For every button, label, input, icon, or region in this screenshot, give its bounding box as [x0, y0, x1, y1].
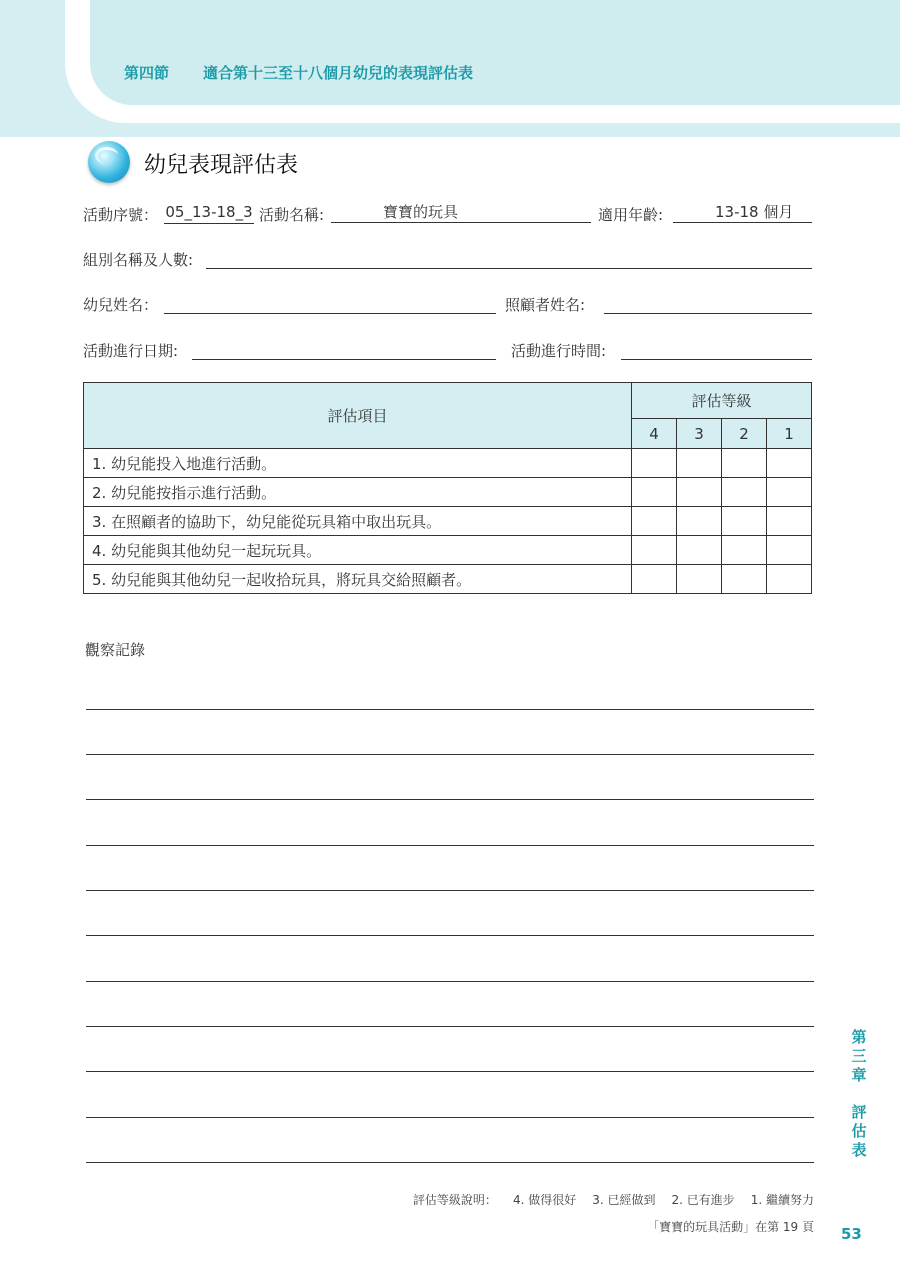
- page-number: 53: [841, 1225, 862, 1243]
- grade-cell[interactable]: [767, 449, 812, 478]
- legend-item: 4. 做得很好: [512, 1193, 577, 1207]
- table-row: [84, 449, 812, 478]
- time-field[interactable]: [621, 339, 812, 360]
- page-reference: 「寶寶的玩具活動」在第 19 頁: [647, 1220, 814, 1234]
- grade-2-header: 2: [722, 419, 767, 449]
- observation-title: 觀察記錄: [85, 641, 146, 659]
- date-label: 活動進行日期:: [83, 342, 179, 360]
- section-title: 適合第十三至十八個月幼兒的表現評估表: [203, 64, 474, 82]
- grade-3-header: 3: [677, 419, 722, 449]
- table-row: [84, 565, 812, 594]
- writing-line[interactable]: [86, 1026, 814, 1027]
- writing-line[interactable]: [86, 981, 814, 982]
- item-text: 5. 幼兒能與其他幼兒一起收拾玩具，將玩具交給照顧者。: [84, 565, 632, 594]
- grade-cell[interactable]: [767, 536, 812, 565]
- grade-cell[interactable]: [677, 449, 722, 478]
- section-number: 第四節: [124, 64, 170, 82]
- writing-line[interactable]: [86, 1117, 814, 1118]
- writing-line[interactable]: [86, 709, 814, 710]
- label-char: 評: [851, 1103, 867, 1121]
- grade-cell[interactable]: [632, 478, 677, 507]
- time-label: 活動進行時間:: [511, 342, 607, 360]
- legend-item: 1. 繼續努力: [750, 1193, 814, 1207]
- group-field[interactable]: [206, 248, 812, 269]
- grade-cell[interactable]: [632, 536, 677, 565]
- grade-cell[interactable]: [722, 507, 767, 536]
- grade-legend: [413, 1191, 814, 1208]
- writing-line[interactable]: [86, 1162, 814, 1163]
- grade-cell[interactable]: [677, 536, 722, 565]
- item-text: 1. 幼兒能投入地進行活動。: [84, 449, 632, 478]
- chapter-char: 三: [851, 1047, 867, 1065]
- legend-item: 3. 已經做到: [592, 1193, 656, 1207]
- label-char: 估: [851, 1122, 867, 1140]
- header-tab: [90, 0, 900, 105]
- grade-cell[interactable]: [722, 536, 767, 565]
- legend-item: 2. 已有進步: [671, 1193, 735, 1207]
- table-row: [84, 507, 812, 536]
- serial-field[interactable]: 05_13-18_3: [164, 203, 254, 224]
- writing-line[interactable]: [86, 799, 814, 800]
- page-title: 幼兒表現評估表: [144, 153, 299, 178]
- item-text: 3. 在照顧者的協助下，幼兒能從玩具箱中取出玩具。: [84, 507, 632, 536]
- item-text: 4. 幼兒能與其他幼兒一起玩玩具。: [84, 536, 632, 565]
- writing-line[interactable]: [86, 1071, 814, 1072]
- table-row: [84, 478, 812, 507]
- table-row: [84, 536, 812, 565]
- writing-line[interactable]: [86, 754, 814, 755]
- grade-cell[interactable]: [722, 449, 767, 478]
- grade-cell[interactable]: [677, 565, 722, 594]
- item-header: 評估項目: [84, 383, 632, 449]
- child-name-field[interactable]: [164, 293, 496, 314]
- legend-title: 評估等級說明：: [412, 1193, 497, 1207]
- label-char: 表: [851, 1141, 867, 1159]
- grade-cell[interactable]: [632, 507, 677, 536]
- age-field[interactable]: 13-18 個月: [673, 203, 812, 223]
- serial-label: 活動序號：: [83, 206, 159, 224]
- grade-cell[interactable]: [767, 507, 812, 536]
- grade-cell[interactable]: [677, 507, 722, 536]
- grade-4-header: 4: [632, 419, 677, 449]
- grade-header: 評估等級: [632, 383, 812, 419]
- bullet-ball-icon: [88, 141, 130, 183]
- chapter-char: 章: [851, 1066, 867, 1084]
- grade-cell[interactable]: [722, 565, 767, 594]
- chapter-side-tab: [849, 1028, 869, 1160]
- grade-cell[interactable]: [767, 478, 812, 507]
- grade-cell[interactable]: [632, 565, 677, 594]
- writing-line[interactable]: [86, 935, 814, 936]
- activity-field[interactable]: 寶寶的玩具: [331, 203, 591, 223]
- writing-line[interactable]: [86, 845, 814, 846]
- item-text: 2. 幼兒能按指示進行活動。: [84, 478, 632, 507]
- writing-line[interactable]: [86, 890, 814, 891]
- grade-cell[interactable]: [767, 565, 812, 594]
- grade-cell[interactable]: [722, 478, 767, 507]
- activity-label: 活動名稱:: [259, 206, 325, 224]
- section-heading: [124, 62, 473, 83]
- grade-cell[interactable]: [677, 478, 722, 507]
- evaluation-table: [83, 382, 812, 594]
- group-label: 組別名稱及人數:: [83, 251, 194, 269]
- age-label: 適用年齡:: [598, 206, 664, 224]
- chapter-char: 第: [851, 1028, 867, 1046]
- caregiver-label: 照顧者姓名:: [505, 296, 586, 314]
- grade-cell[interactable]: [632, 449, 677, 478]
- caregiver-field[interactable]: [604, 293, 812, 314]
- date-field[interactable]: [192, 339, 496, 360]
- grade-1-header: 1: [767, 419, 812, 449]
- child-name-label: 幼兒姓名：: [83, 296, 159, 314]
